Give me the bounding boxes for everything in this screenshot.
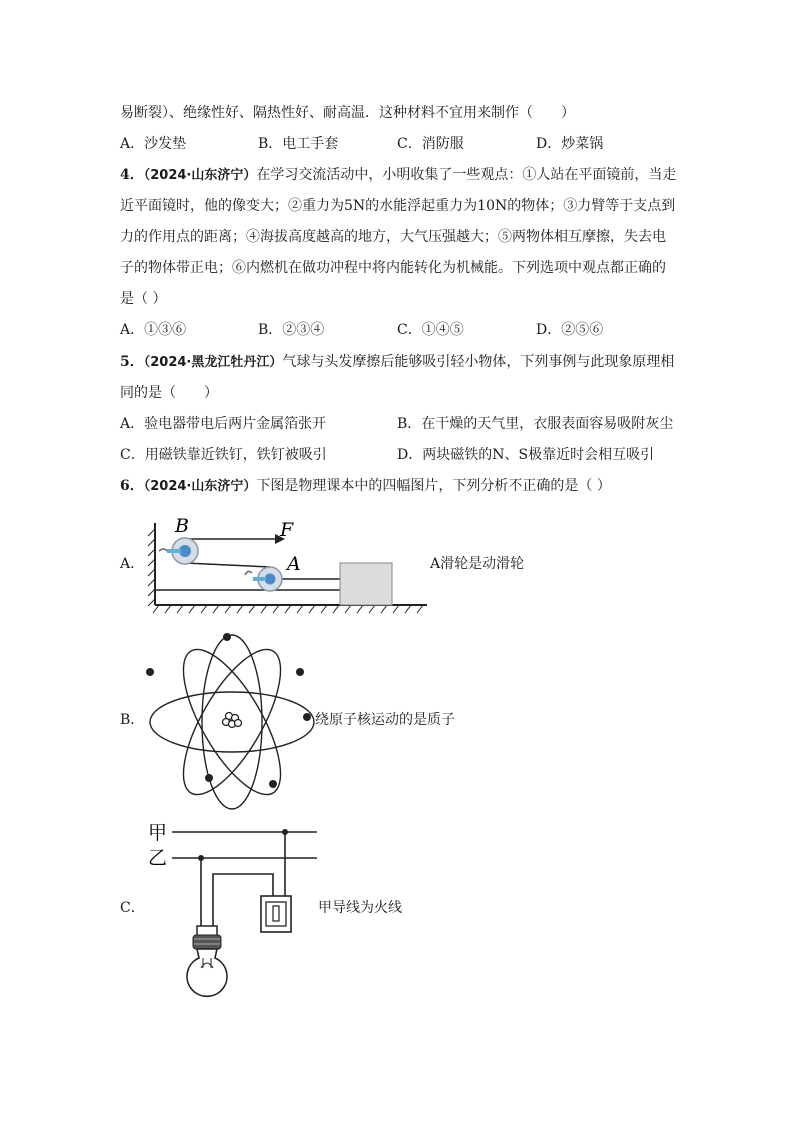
circuit-figure bbox=[145, 818, 335, 998]
light-bulb bbox=[187, 926, 227, 996]
label-a: A bbox=[287, 553, 301, 575]
q5-stem-1: 气球与头发摩擦后能够吸引轻小物体，下列事例与此现象原理相 bbox=[282, 354, 675, 370]
wire-label-yi: 乙 bbox=[148, 847, 168, 869]
q3-option-b: B．电工手套 bbox=[258, 136, 339, 152]
q4-line-5: 是（ ） bbox=[120, 291, 167, 307]
q4-line-3: 力的作用点的距离；④海拔高度越高的地方，大气压强越大；⑤两物体相互摩擦，失去电 bbox=[120, 229, 666, 245]
block bbox=[340, 563, 392, 605]
q5-option-c: C．用磁铁靠近铁钉，铁钉被吸引 bbox=[120, 447, 327, 463]
q5-number: 5． bbox=[120, 354, 144, 370]
q6-item-b-letter: B． bbox=[120, 712, 145, 728]
q6-item-a-letter: A． bbox=[120, 556, 145, 572]
q5-option-a: A．验电器带电后两片金属箔张开 bbox=[120, 416, 327, 432]
q4-number: 4． bbox=[120, 167, 144, 183]
q4-line-2: 近平面镜时，他的像变大；②重力为5N的水能浮起重力为10N的物体；③力臂等于支点到 bbox=[120, 198, 676, 214]
q6-item-b-caption: 绕原子核运动的是质子 bbox=[315, 712, 455, 728]
q4-option-b: B．②③④ bbox=[258, 322, 325, 338]
ground-hatching bbox=[153, 605, 423, 613]
label-f: F bbox=[280, 519, 294, 541]
q4-option-d: D．②⑤⑥ bbox=[536, 322, 604, 338]
q4-stem-1: 在学习交流活动中，小明收集了一些观点：①人站在平面镜前，当走 bbox=[256, 167, 677, 183]
q4-option-c: C．①④⑤ bbox=[397, 322, 464, 338]
q6-source: （2024·山东济宁） bbox=[143, 479, 257, 494]
q5-line-1 bbox=[120, 352, 674, 373]
wall-switch bbox=[261, 896, 291, 932]
pulley-figure bbox=[145, 515, 435, 615]
q5-source: （2024·黑龙江牡丹江） bbox=[143, 355, 283, 370]
label-b: B bbox=[175, 515, 189, 537]
q4-source: （2024·山东济宁） bbox=[143, 168, 257, 183]
q3-option-d: D．炒菜锅 bbox=[536, 136, 604, 152]
q3-stem-tail: 易断裂）、绝缘性好、隔热性好、耐高温．这种材料不宜用来制作（ ） bbox=[120, 105, 575, 121]
q4-option-a: A．①③⑥ bbox=[120, 322, 187, 338]
nucleus bbox=[223, 713, 242, 728]
q6-item-c-letter: C． bbox=[120, 900, 145, 916]
q6-item-c-caption: 甲导线为火线 bbox=[318, 900, 402, 916]
pulley-a bbox=[245, 567, 282, 591]
q4-line-1 bbox=[120, 165, 676, 186]
wall-hatching bbox=[148, 529, 155, 606]
pulley-b bbox=[159, 538, 198, 564]
q6-item-a-caption: A滑轮是动滑轮 bbox=[430, 556, 525, 572]
q5-option-d: D．两块磁铁的N、S极靠近时会相互吸引 bbox=[397, 447, 655, 463]
q5-option-b: B．在干燥的天气里，衣服表面容易吸附灰尘 bbox=[397, 416, 674, 432]
wire-label-jia: 甲 bbox=[148, 822, 168, 844]
q6-stem: 下图是物理课本中的四幅图片，下列分析不正确的是（ ） bbox=[256, 478, 611, 494]
q4-line-4: 子的物体带正电；⑥内燃机在做功冲程中将内能转化为机械能。下列选项中观点都正确的 bbox=[120, 260, 666, 276]
q3-option-c: C．消防服 bbox=[397, 136, 464, 152]
q5-line-2: 同的是（ ） bbox=[120, 385, 218, 401]
electrons bbox=[146, 633, 311, 788]
q3-option-a: A．沙发垫 bbox=[120, 136, 187, 152]
q6-line-1 bbox=[120, 476, 611, 497]
q6-number: 6． bbox=[120, 478, 144, 494]
atom-figure bbox=[147, 632, 317, 812]
